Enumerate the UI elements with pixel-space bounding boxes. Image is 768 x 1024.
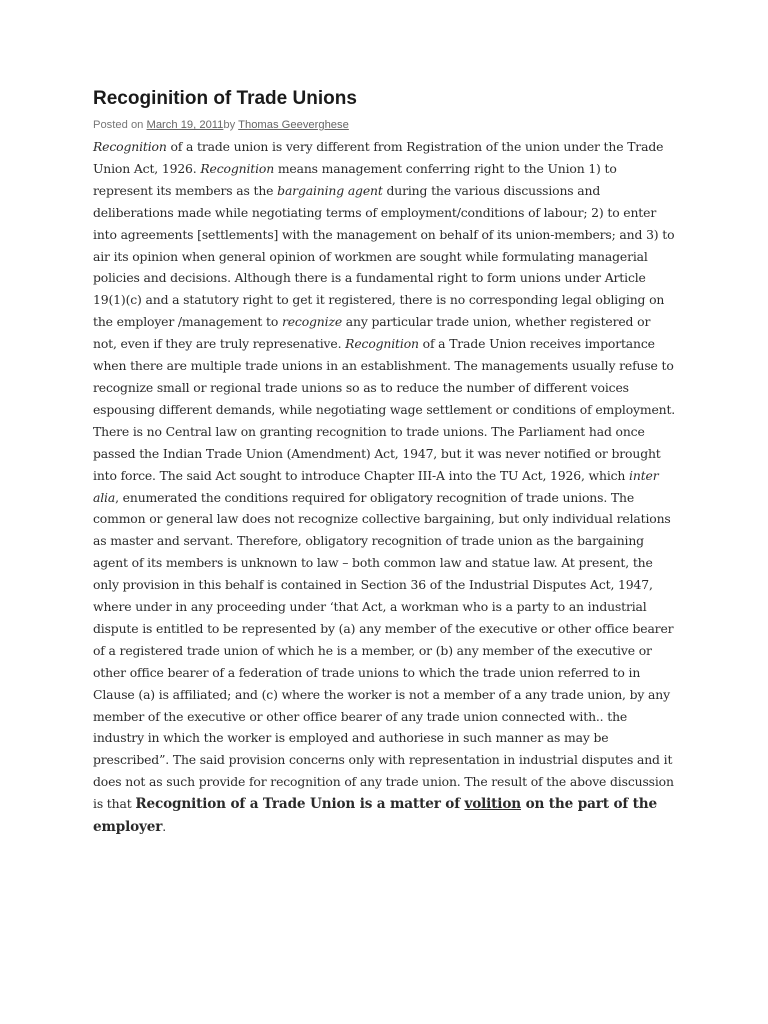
emphasis-recognition: Recognition bbox=[345, 336, 419, 352]
article bbox=[93, 86, 677, 839]
volition-underlined: volition bbox=[464, 796, 521, 813]
post-meta bbox=[93, 118, 677, 132]
by-label: by bbox=[223, 119, 239, 131]
text-span: of a trade union is very different from Registration of the union under the Trade Union Act, 1926. bbox=[93, 139, 664, 176]
text-span: any particular trade union, whether registered or not, even if they are truly represenative. bbox=[93, 314, 651, 352]
emphasis-recognition: Recognition bbox=[200, 160, 275, 176]
posted-on-label: Posted on bbox=[93, 119, 147, 131]
author-link[interactable]: Thomas Geeverghese bbox=[238, 119, 349, 131]
conclusion-bold bbox=[93, 796, 657, 835]
conclusion-text: on the part of the employer bbox=[93, 796, 658, 836]
emphasis-inter-alia: inter alia bbox=[93, 467, 659, 505]
emphasis-bargaining-agent: bargaining agent bbox=[277, 182, 383, 198]
conclusion-text: Recognition of a Trade Union is a matter of bbox=[135, 796, 465, 813]
text-span: of a Trade Union receives importance when there are multiple trade unions in an establishment. The managements usually refuse to recognize small or regional trade unions so as to reduce the number of different voices espousing different demands, while negotiating wage settlement or conditions of employment. bbox=[93, 336, 676, 417]
post-title: Recoginition of Trade Unions bbox=[93, 88, 357, 109]
emphasis-recognition: Recognition bbox=[93, 139, 167, 154]
paragraph-1 bbox=[93, 136, 677, 421]
paragraph-2 bbox=[93, 421, 677, 839]
text-span: There is no Central law on granting recognition to trade unions. The Parliament had once passed the Indian Trade Union (Amendment) Act, 1947, but it was never notified or brought into force. The said Act sought to introduce Chapter III-A into the TU Act, 1926, which bbox=[93, 423, 661, 483]
text-span: , enumerated the conditions required for obligatory recognition of trade unions. The common or general law does not recognize collective bargaining, but only individual relations as master and servant. Therefore, obligatory recognition of trade union as the bargaining agent of its members is unknown to law – both common law and statue law. At present, the only provision in this behalf is contained in Section 36 of the Industrial Disputes Act, 1947, where under in any proceeding under ‘that Act, a workman who is a party to an industrial dispute is entitled to be represented by (a) any member of the executive or other office bearer of a registered trade union of which he is a member, or (b) any member of the executive or other office bearer of a federation of trade unions to which the trade union referred to in Clause (a) is affiliated; and (c) where the worker is not a member of a any trade union, by any member of the executive or other office bearer of any trade union connected with.. the industry in which the worker is employed and authoriese in such manner as may be prescribed”. The said provision concerns only with representation in industrial disputes and it does not as such provide for recognition of any trade union. The result of the above discussion is that bbox=[93, 489, 674, 812]
text-span: . bbox=[162, 819, 167, 835]
emphasis-recognize: recognize bbox=[281, 314, 343, 330]
text-span: means management conferring right to the Union 1) to represent its members as the bbox=[93, 160, 617, 198]
text-span: during the various discussions and deliberations made while negotiating terms of employment/conditions of labour; 2) to enter into agreements [settlements] with the management on behalf of its union-members; and 3) to air its opinion when general opinion of workmen are sought while formulating managerial policies and decisions. Although there is a fundamental right to form unions under Article 19(1)(c) and a statutory right to get it registered, there is no corresponding legal obliging on the employer /management to bbox=[93, 182, 675, 330]
post-date-link[interactable]: March 19, 2011 bbox=[146, 119, 224, 131]
post-body bbox=[93, 136, 677, 839]
